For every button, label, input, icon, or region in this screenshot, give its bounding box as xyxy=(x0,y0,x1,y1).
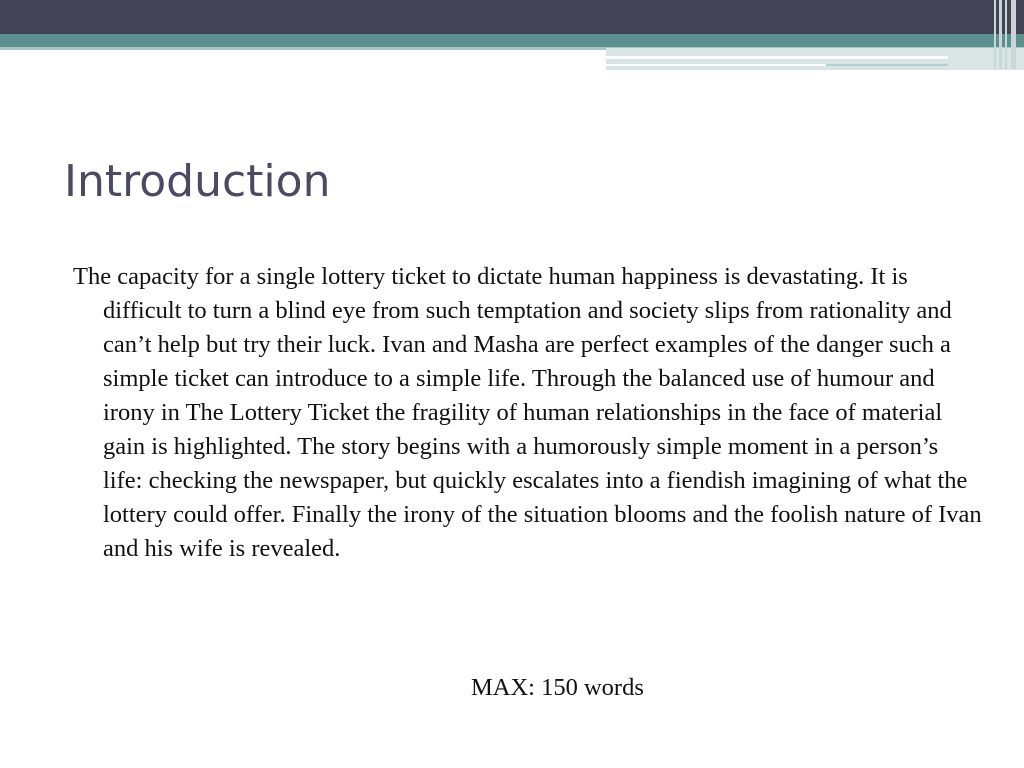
vertical-stripe xyxy=(1005,0,1007,69)
vertical-stripe xyxy=(999,0,1002,69)
vertical-stripe xyxy=(994,0,996,69)
header-dark-bar xyxy=(0,0,1024,34)
slide-title: Introduction xyxy=(64,156,331,207)
header-teal-strip xyxy=(0,47,606,50)
slide-body-paragraph: The capacity for a single lottery ticket to dictate human happiness is devastating. It is difficult to turn a blind eye from such temptation and society slips from rationality and can’t help but try their luck. Ivan and Masha are perfect examples of the danger such a simple ticket can introduce to a simple life. Through the balanced use of humour and irony in The Lottery Ticket the fragility of human relationships in the face of material gain is highlighted. The story begins with a humorously simple moment in a person’s life: checking the newspaper, but quickly escalates into a fiendish imagining of what the lottery could offer. Finally the irony of the situation blooms and the foolish nature of Ivan and his wife is revealed. xyxy=(73,263,982,562)
vertical-stripe xyxy=(1011,0,1016,69)
header-decoration-line xyxy=(826,64,948,66)
header-teal-band xyxy=(0,34,1024,47)
header-vertical-stripes xyxy=(990,0,1024,69)
header-decoration-line xyxy=(606,64,826,66)
header-decoration-line xyxy=(606,56,948,59)
word-limit-note: MAX: 150 words xyxy=(471,674,644,701)
